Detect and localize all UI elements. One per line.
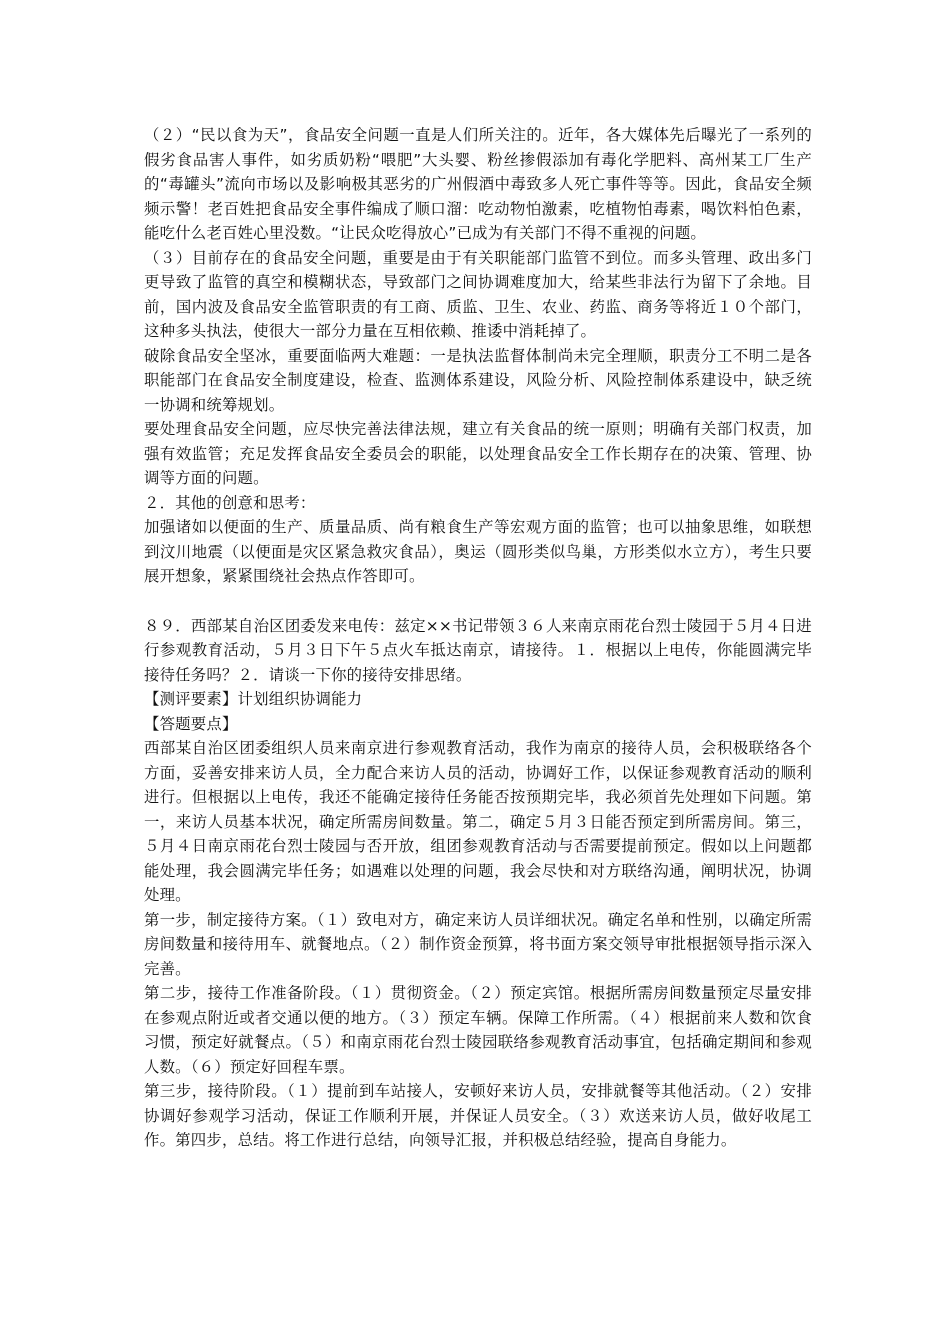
paragraph-other-ideas-heading: ２．其他的创意和思考：: [144, 493, 316, 512]
paragraph-food-safety-intro: （２）“民以食为天”，食品安全问题一直是人们所关注的。近年，各大媒体先后曝光了一系列的假劣食品害人事件，如劣质奶粉“喂肥”大头婴、粉丝掺假添加有毒化学肥料、高州某工厂生产的“毒罐头”流向市场以及影响极其恶劣的广州假酒中毒致多人死亡事件等等。因此，食品安全频频示警！老百姓把食品安全事件编成了顺口溜：吃动物怕激素，吃植物怕毒素，喝饮料怕色素，能吃什么老百姓心里没数。“让民众吃得放心”已成为有关部门不得不重视的问题。: [144, 126, 812, 242]
paragraph-other-ideas: 加强诸如以便面的生产、质量品质、尚有粮食生产等宏观方面的监管；也可以抽象思维，如联想到汶川地震（以便面是灾区紧急救灾食品），奥运（圆形类似鸟巢，方形类似水立方），考生只要展开想象，紧紧围绕社会热点作答即可。: [144, 518, 812, 585]
paragraph-solution: 要处理食品安全问题，应尽快完善法律法规，建立有关食品的统一原则；明确有关部门权责，加强有效监管；充足发挥食品安全委员会的职能，以处理食品安全工作长期存在的决策、管理、协调等方面的问题。: [144, 420, 812, 487]
question-89: ８９．西部某自治区团委发来电传：兹定××书记带领３６人来南京雨花台烈士陵园于５月４日进行参观教育活动，５月３日下午５点火车抵达南京，请接待。１．根据以上电传，你能圆满完毕接待任务吗？２．请谈一下你的接待安排思绪。: [144, 616, 812, 684]
paragraph-two-difficulties: 破除食品安全坚冰，重要面临两大难题：一是执法监督体制尚未完全理顺，职责分工不明二是各职能部门在食品安全制度建设，检查、监测体系建设，风险分析、风险控制体系建设中，缺乏统一协调和统筹规划。: [144, 346, 812, 414]
answer-paragraph-overview: 西部某自治区团委组织人员来南京进行参观教育活动，我作为南京的接待人员，会积极联络各个方面，妥善安排来访人员，全力配合来访人员的活动，协调好工作，以保证参观教育活动的顺利进行。但根据以上电传，我还不能确定接待任务能否按预期完毕，我必须首先处理如下问题。第一，来访人员基本状况，确定所需房间数量。第二，确定５月３日能否预定到所需房间。第三，５月４日南京雨花台烈士陵园与否开放，组团参观教育活动与否需要提前预定。假如以上问题都能处理，我会圆满完毕任务；如遇难以处理的问题，我会尽快和对方联络沟通，阐明状况，协调处理。: [144, 739, 812, 904]
document-page: [144, 123, 812, 1153]
section-gap: [144, 589, 812, 614]
answer-points-heading: 【答题要点】: [144, 714, 238, 733]
paragraph-regulation-issue: （３）目前存在的食品安全问题，重要是由于有关职能部门监管不到位。而多头管理、政出多门更导致了监管的真空和模糊状态，导致部门之间协调难度加大，给某些非法行为留下了余地。目前，国内波及食品安全监管职责的有工商、质监、卫生、农业、药监、商务等将近１０个部门，这种多头执法，使很大一部分力量在互相依赖、推诿中消耗掉了。: [144, 248, 812, 340]
answer-paragraph-step1: 第一步，制定接待方案。（１）致电对方，确定来访人员详细状况。确定名单和性别，以确定所需房间数量和接待用车、就餐地点。（２）制作资金预算，将书面方案交领导审批根据领导指示深入完善。: [144, 910, 812, 978]
answer-paragraph-step3: 第三步，接待阶段。（１）提前到车站接人，安顿好来访人员，安排就餐等其他活动。（２）安排协调好参观学习活动，保证工作顺利开展，并保证人员安全。（３）欢送来访人员，做好收尾工作。第四步，总结。将工作进行总结，向领导汇报，并积极总结经验，提高自身能力。: [144, 1082, 812, 1149]
evaluation-factor: 【测评要素】计划组织协调能力: [144, 690, 363, 708]
answer-paragraph-step2: 第二步，接待工作准备阶段。（１）贯彻资金。（２）预定宾馆。根据所需房间数量预定尽量安排在参观点附近或者交通以便的地方。（３）预定车辆。保障工作所需。（４）根据前来人数和饮食习惯，预定好就餐点。（５）和南京雨花台烈士陵园联络参观教育活动事宜，包括确定期间和参观人数。（６）预定好回程车票。: [144, 984, 812, 1076]
